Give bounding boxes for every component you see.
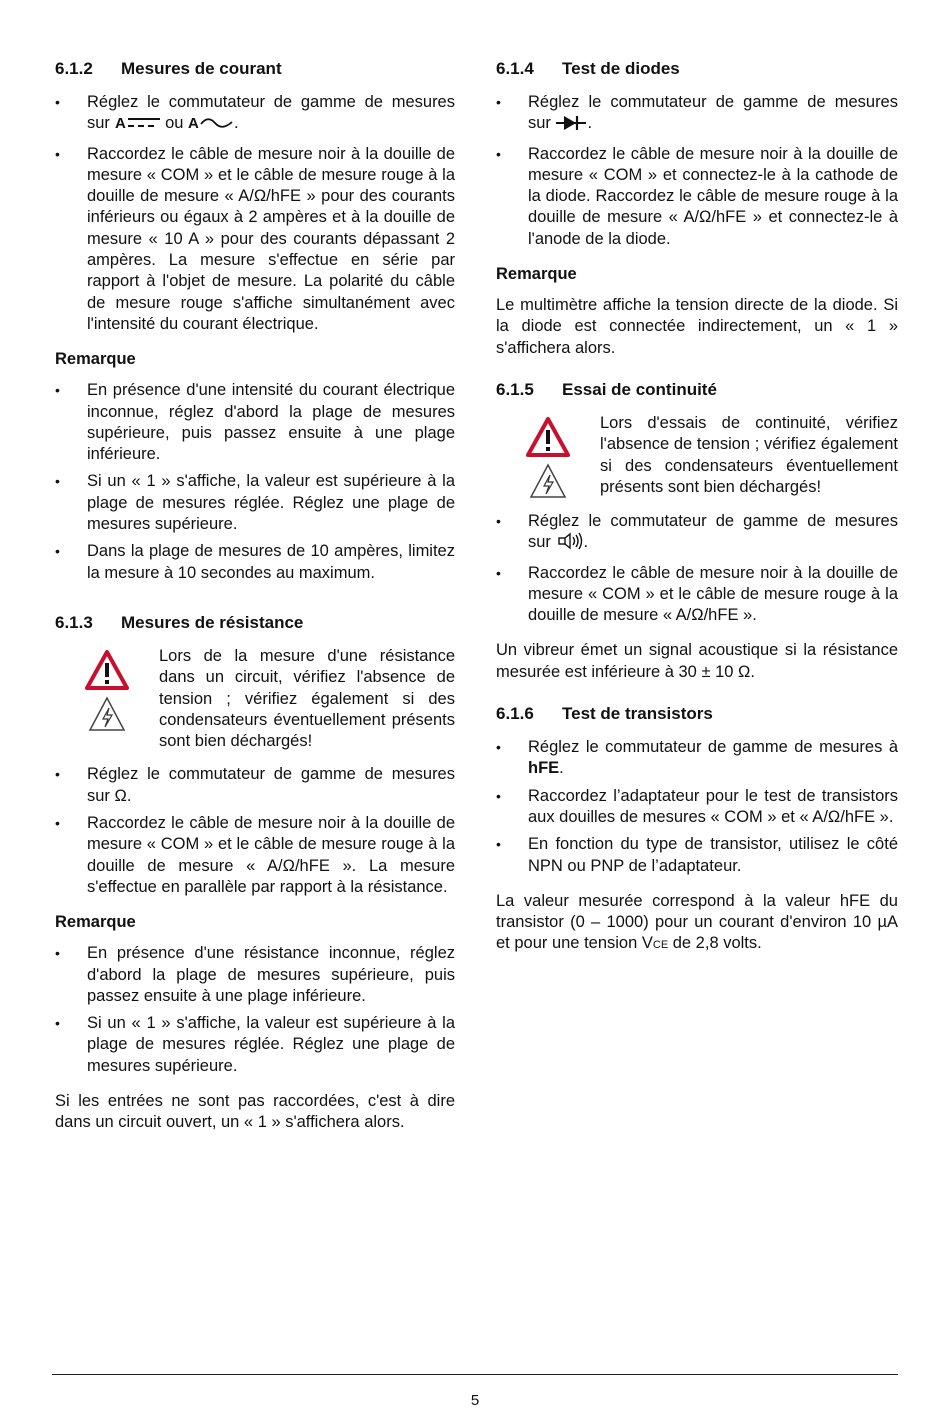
warning-text: Lors de la mesure d'une résistance dans un circuit, vérifiez l'absence de tension ; vérifiez également si des condensateurs éventuellement présents sont bien déchargés!: [159, 646, 455, 751]
bullet-list: [496, 737, 898, 877]
high-voltage-icon: [88, 696, 126, 732]
page-number: 5: [470, 1392, 480, 1409]
svg-text:A: A: [188, 115, 199, 132]
dc-current-icon: [115, 115, 161, 137]
paragraph: La valeur mesurée correspond à la valeur hFE du transistor (0 – 1000) pour un courant d'environ 10 µA et pour une tension VCE de 2,8 volts.: [496, 891, 898, 953]
bullet-list: [55, 764, 455, 898]
svg-text:A: A: [114, 115, 126, 132]
list-item: • Si un « 1 » s'affiche, la valeur est supérieure à la plage de mesures réglée. Réglez une plage de mesures supérieure.: [55, 1013, 455, 1077]
section-heading: 6.1.3 Mesures de résistance: [55, 612, 304, 632]
section-heading: 6.1.6 Test de transistors: [496, 704, 713, 724]
section-heading: 6.1.5 Essai de continuité: [496, 379, 717, 399]
ac-current-icon: [188, 115, 234, 137]
list-item: • Raccordez le câble de mesure noir à la douille de mesure « COM » et connectez-le à la cathode de la diode. Raccordez le câble de mesure rouge à la douille de mesure « A/Ω/hFE » et connectez-le à l'anode de la diode.: [496, 144, 898, 250]
list-item: • Raccordez l’adaptateur pour le test de transistors aux douilles de mesures « COM » et « A/Ω/hFE ».: [496, 786, 898, 829]
list-item: • En présence d'une intensité du courant électrique inconnue, réglez d'abord la plage de mesures supérieure, puis passez ensuite à une plage inférieure.: [55, 380, 455, 465]
remark-heading: Remarque: [496, 265, 577, 284]
paragraph: Si les entrées ne sont pas raccordées, c'est à dire dans un circuit ouvert, un « 1 » s'affichera alors.: [55, 1091, 455, 1132]
warning-triangle-icon: [526, 417, 570, 457]
list-item: • En fonction du type de transistor, utilisez le côté NPN ou PNP de l’adaptateur.: [496, 834, 898, 877]
paragraph: Un vibreur émet un signal acoustique si la résistance mesurée est inférieure à 30 ± 10 Ω.: [496, 641, 898, 681]
list-item: • Réglez le commutateur de gamme de mesures sur Ω.: [55, 764, 455, 807]
list-item: • Dans la plage de mesures de 10 ampères, limitez la mesure à 10 secondes au maximum.: [55, 541, 455, 584]
section-heading: 6.1.2 Mesures de courant: [55, 59, 282, 78]
continuity-buzzer-icon: [556, 532, 584, 556]
remark-heading: Remarque: [55, 350, 136, 369]
section-6-1-6: [496, 703, 898, 957]
section-heading: 6.1.4 Test de diodes: [496, 59, 680, 78]
warning-block: [55, 646, 455, 752]
high-voltage-icon: [529, 463, 567, 499]
list-item: • En présence d'une résistance inconnue, réglez d'abord la plage de mesures supérieure, puis passez ensuite à une plage inférieure.: [55, 943, 455, 1007]
remark-list: [55, 380, 455, 584]
diode-icon: [556, 115, 588, 137]
left-column: [55, 58, 455, 1154]
bullet-list: [55, 92, 455, 335]
footer-divider: [52, 1374, 898, 1375]
list-item: • Réglez le commutateur de gamme de mesures sur A ou A .: [55, 92, 455, 138]
section-6-1-4: [496, 58, 898, 359]
list-item: • Réglez le commutateur de gamme de mesures à hFE.: [496, 737, 898, 780]
bullet-list: [496, 511, 898, 626]
list-item: • Réglez le commutateur de gamme de mesures sur .: [496, 511, 898, 557]
warning-text: Lors d'essais de continuité, vérifiez l'absence de tension ; vérifiez également si des condensateurs éventuellement présents sont bien déchargés!: [600, 413, 898, 496]
list-item: • Réglez le commutateur de gamme de mesures sur .: [496, 92, 898, 138]
remark-heading: Remarque: [55, 913, 136, 932]
section-6-1-3: [55, 612, 455, 1134]
paragraph: Le multimètre affiche la tension directe de la diode. Si la diode est connectée indirectement, un « 1 » s'affichera alors.: [496, 296, 898, 357]
list-item: • Raccordez le câble de mesure noir à la douille de mesure « COM » et le câble de mesure rouge à la douille de mesure « A/Ω/hFE ».: [496, 563, 898, 627]
bullet-list: [496, 92, 898, 250]
list-item: • Raccordez le câble de mesure noir à la douille de mesure « COM » et le câble de mesure rouge à la douille de mesure « A/Ω/hFE ». La mesure s'effectue en parallèle par rapport à la résistance.: [55, 813, 455, 898]
list-item: • Raccordez le câble de mesure noir à la douille de mesure « COM » et le câble de mesure rouge à la douille de mesure « A/Ω/hFE » pour des courants inférieurs ou égaux à 2 ampères et à la douille de mesure « 10 A » pour des courants dépassant 2 ampères. La mesure s'effectue en série par rapport à l'objet de mesure. La polarité du câble de mesure rouge s'affiche simultanément avec l'intensité du courant électrique.: [55, 144, 455, 336]
remark-list: [55, 943, 455, 1077]
warning-block: [496, 413, 898, 499]
list-item: • Si un « 1 » s'affiche, la valeur est supérieure à la plage de mesures réglée. Réglez une plage de mesures supérieure.: [55, 471, 455, 535]
section-6-1-2: [55, 58, 455, 584]
warning-triangle-icon: [85, 650, 129, 690]
section-6-1-5: [496, 379, 898, 683]
right-column: [496, 58, 898, 977]
